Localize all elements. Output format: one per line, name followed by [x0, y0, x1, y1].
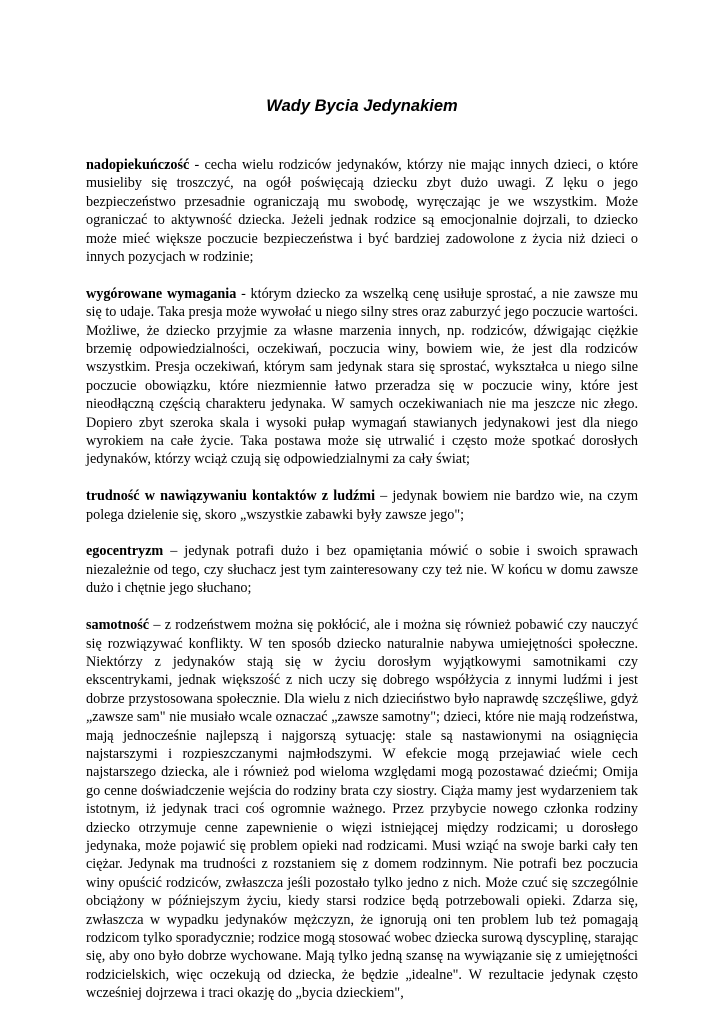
- section-samotnosc: [86, 616, 638, 1003]
- section-egocentryzm: [86, 542, 638, 597]
- section-text: – jedynak potrafi dużo i bez opamiętania mówić o sobie i swoich sprawach niezależnie od tego, czy słuchacz jest tym zainteresowany czy też nie. W końcu w domu zawsze dużo i chętnie jego słuchano;: [86, 543, 638, 597]
- section-nadopiekunczosc: [86, 156, 638, 266]
- section-term: egocentryzm: [86, 543, 164, 560]
- section-text: - cecha wielu rodziców jedynaków, którzy nie mając innych dzieci, o które musieliby się troszczyć, na ogół poświęcają dziecku zbyt dużo uwagi. Z lęku o jego bezpieczeństwo przesadnie ograniczają mu swobodę, wyręczając je we wszystkim. Może ograniczać to aktywność dziecka. Jeżeli jednak rodzice są emocjonalnie dojrzali, to dziecko może mieć większe poczucie bezpieczeństwa i być bardziej zadowolone z życia niż dzieci o innych pozycjach w rodzinie;: [86, 157, 638, 266]
- section-term: wygórowane wymagania: [86, 285, 237, 302]
- section-trudnosc-kontaktow: [86, 487, 638, 524]
- page-title: Wady Bycia Jedynakiem: [266, 97, 458, 115]
- section-wygorowane-wymagania: [86, 285, 638, 469]
- section-term: trudność w nawiązywaniu kontaktów z ludźmi: [86, 488, 376, 505]
- section-text: – jedynak bowiem nie bardzo wie, na czym polega dzielenie się, skoro „wszystkie zabawki były zawsze jego";: [86, 488, 638, 523]
- section-text: – z rodzeństwem można się pokłócić, ale i można się również pobawić czy nauczyć się rozwiązywać konflikty. W ten sposób dziecko naturalnie nabywa umiejętności społeczne. Niektórzy z jedynaków stają się w życiu dorosłym wyjątkowymi samotnikami czy ekscentrykami, jednak większość z nich uczy się dobrego współżycia z innymi ludźmi i jest dobrze przystosowana społecznie. Dla wielu z nich dzieciństwo było naprawdę szczęśliwe, gdyż „zawsze sam" nie musiało wcale oznaczać „zawsze samotny"; dzieci, które nie mają rodzeństwa, mają jednocześnie najlepszą i najgorszą sytuację: stale są nastawionymi na osiągnięcia najstarszymi i rozpieszczanymi najmłodszymi. W efekcie mogą przejawiać wiele cech najstarszego dziecka, ale i również pod wieloma względami mogą pozostawać dziećmi; Omija go cenne doświadczenie wejścia do rodziny brata czy siostry. Ciąża mamy jest wydarzeniem tak istotnym, iż jedynak traci coś ogromnie ważnego. Przez przybycie nowego członka rodziny dziecko otrzymuje cenne zapewnienie o więzi istniejącej między rodzicami; u dorosłego jedynaka, może pojawić się problem opieki nad rodzicami. Musi wziąć na swoje barki cały ten ciężar. Jedynak ma trudności z rozstaniem się z domem rodzinnym. Nie potrafi bez poczucia winy opuścić rodziców, zwłaszcza jeśli pozostało tylko jedno z nich. Może czuć się szczególnie obciążony w późniejszym życiu, kiedy starsi rodzice będą potrzebowali opieki. Zdarza się, zwłaszcza w wypadku jedynaków mężczyzn, że ignorują oni ten problem lub też pomagają rodzicom tylko sporadycznie; rodzice mogą stosować wobec dziecka surową dyscyplinę, starając się, aby ono było dobrze wychowane. Mają tylko jedną szansę na wywiązanie się z umiejętności rodzicielskich, więc oczekują od dziecka, że będzie „idealne". W rezultacie jedynak często wcześniej dojrzewa i traci okazję do „bycia dzieckiem",: [86, 617, 638, 1002]
- section-term: samotność: [86, 617, 150, 634]
- section-term: nadopiekuńczość: [86, 157, 190, 173]
- section-text: - którym dziecko za wszelką cenę usiłuje sprostać, a nie zawsze mu się to udaje. Taka presja może wywołać u niego silny stres oraz zaburzyć jego poczucie wartości. Możliwe, że dziecko przyjmie za własne marzenia innych, np. rodziców, dźwigając ciężkie brzemię odpowiedzialności, oczekiwań, poczucia winy, bowiem wie, że jest dla rodziców wszystkim. Presja oczekiwań, którym sam jedynak stara się sprostać, wykształca u niego silne poczucie obowiązku, które niezmiennie łatwo przeradza się w poczucie winy, które jest nieodłączną częścią charakteru jedynaka. W samych oczekiwaniach nie ma jeszcze nic złego. Dopiero zbyt szeroka skala i wysoki pułap wymagań stawianych jedynakowi jest dla niego wyrokiem na całe życie. Taka postawa może się utrwalić i często może spotkać dorosłych jedynaków, którzy wciąż czują się odpowiedzialnymi za cały świat;: [86, 285, 638, 468]
